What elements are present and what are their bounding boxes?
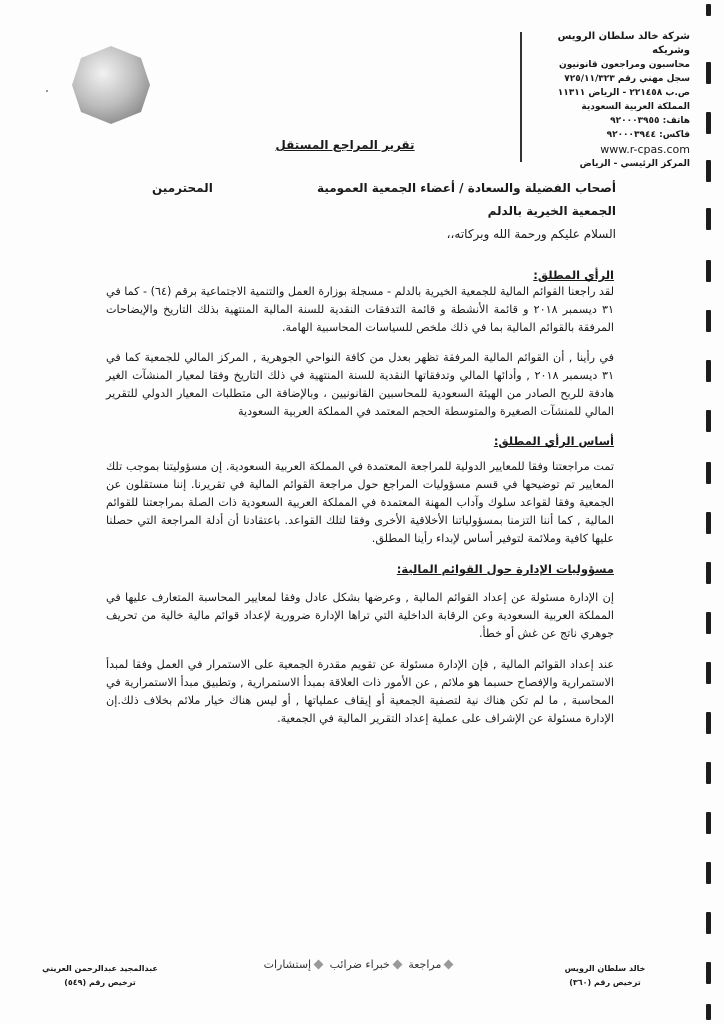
office-location: المركز الرئيسي - الرياض [579, 159, 690, 169]
binding-mark [706, 512, 711, 534]
binding-mark [706, 562, 711, 584]
section-heading-basis: أساس الرأي المطلق: [493, 434, 614, 448]
paragraph-management-2: عند إعداد القوائم المالية , فإن الإدارة مسئولة عن تقويم مقدرة الجمعية على الاستمرار في العمل وفقا لمبدأ الاستمرارية والإفصاح حسبما هو ملائم , عن الأمور ذات العلاقة بمبدأ الاستمرارية , وتطبيق مبدأ الاستمرارية في المحاسبة , ما لم تكن هناك نية لتصفية الجمعية أو إيقاف عملياتها , أو ليس هناك خيار ملائم بخلاف ذلك.إن الإدارة مسئولة عن الإشراف على عملية إعداد التقرير المالية في الجمعية. [106, 658, 614, 725]
services-strip [230, 958, 490, 971]
binding-mark [706, 4, 711, 16]
country: المملكة العربية السعودية [581, 102, 690, 112]
letterhead-divider [520, 32, 522, 162]
binding-mark [706, 310, 711, 332]
paragraph-basis-1: تمت مراجعتنا وفقا للمعايير الدولية للمراجعة المعتمدة في المملكة العربية السعودية. إن مسؤوليتنا بموجب تلك المعايير تم توضيحها في قسم مسؤوليات المراجع حول مراجعة القوائم المالية في تقريرنا. إننا مستقلون عن الجمعية وفقا لقواعد سلوك وآداب المهنة المعتمدة في المملكة العربية السعودية ذات الصلة بمراجعتنا للقوائم المالية , كما أننا التزمنا بمسؤولياتنا الأخلاقية الأخرى وفقا لتلك القواعد. باعتقادنا أن أدلة المراجعة التي حصلنا عليها كافية وملائمة لتوفير أساس لإبداء رأينا المطلق. [106, 460, 614, 545]
company-logo [70, 44, 152, 126]
binding-mark [706, 208, 711, 230]
paragraph-opinion-1: لقد راجعنا القوائم المالية للجمعية الخيرية بالدلم - مسجلة بوزارة العمل والتنمية الاجتماعية برقم (٦٤) - كما في ٣١ ديسمبر ٢٠١٨ و قائمة الأنشطة و قائمة التدفقات النقدية للسنة المالية المنتهية بذلك التاريخ والإيضاحات المرفقة بالقوائم المالية بما في ذلك ملخص للسياسات المحاسبية الهامة. [106, 285, 614, 334]
binding-mark [706, 812, 711, 834]
binding-mark [706, 862, 711, 884]
binding-mark [706, 612, 711, 634]
section-heading-opinion: الرأي المطلق: [533, 268, 614, 282]
license-number: سجل مهني رقم ٧٢٥/١١/٣٢٣ [564, 74, 690, 84]
partner-name-right: خالد سلطان الرويس [564, 964, 646, 973]
association-name: الجمعية الخيرية بالدلم [487, 204, 616, 218]
partner-license-left: ترخيص رقم (٥٤٩) [64, 978, 136, 987]
service-item: مراجعة [408, 958, 442, 971]
binding-mark [706, 662, 711, 684]
binding-edge [704, 0, 724, 1024]
recipients-line: أصحاب الفضيلة والسعادة / أعضاء الجمعية العمومية [317, 181, 616, 195]
binding-mark [706, 410, 711, 432]
service-item: خبراء ضرائب [329, 958, 390, 971]
diamond-icon [444, 960, 454, 970]
company-name: شركة خالد سلطان الرويس وشريكه [557, 31, 690, 56]
binding-mark [706, 912, 711, 934]
binding-mark [706, 1004, 711, 1020]
binding-mark [706, 712, 711, 734]
fax: فاكس: ٩٢٠٠٠٣٩٤٤ [606, 130, 690, 140]
paragraph-opinion-2: في رأينا , أن القوائم المالية المرفقة تظهر بعدل من كافة النواحي الجوهرية , المركز المالي للجمعية كما في ٣١ ديسمبر ٢٠١٨ , وأدائها المالي وتدفقاتها النقدية للسنة المنتهية في ذلك التاريخ وفقا لمعيار المنشآت الغير هادفة للربح الصادر من الهيئة السعودية للمحاسبين القانونيين ، وبالإضافة الى متطلبات المعيار الدولي للتقرير المالي للمنشآت الصغيرة والمتوسطة الحجم المعتمد في المملكة العربية السعودية [106, 351, 614, 418]
website-link[interactable]: www.r-cpas.com [600, 143, 690, 156]
respected-label: المحترمين [152, 181, 213, 195]
binding-mark [706, 360, 711, 382]
salutation: السلام عليكم ورحمة الله وبركاته،، [446, 227, 616, 241]
binding-mark [706, 112, 711, 134]
paragraph-management-1: إن الإدارة مسئولة عن إعداد القوائم المالية , وعرضها بشكل عادل وفقا لمعايير المحاسبة المتعارف عليها في المملكة العربية السعودية وعن الرقابة الداخلية التي تراها الإدارة ضرورية لإعداد قوائم مالية خالية من تحريف جوهري ناتج عن غش أو خطأ. [106, 591, 614, 640]
binding-mark [706, 62, 711, 84]
letterhead [540, 30, 690, 171]
binding-mark [706, 462, 711, 484]
partner-license-right: ترخيص رقم (٣٦٠) [569, 978, 641, 987]
po-box: ص.ب ٢٢١٤٥٨ - الرياض ١١٣١١ [557, 88, 690, 98]
diamond-icon [392, 960, 402, 970]
binding-mark [706, 962, 711, 984]
company-subtitle: محاسبون ومراجعون قانونيون [559, 60, 690, 70]
section-heading-management: مسؤوليات الإدارة حول القوائم المالية: [396, 562, 614, 576]
binding-mark [706, 762, 711, 784]
partner-name-left: عبدالمجيد عبدالرحمن العريني [42, 964, 158, 973]
diamond-icon [314, 960, 324, 970]
report-title: تقرير المراجع المستقل [275, 138, 415, 152]
footer-partner-right [550, 962, 660, 990]
footer-partner-left [30, 962, 170, 990]
scan-speck [46, 90, 48, 92]
binding-mark [706, 160, 711, 182]
binding-mark [706, 260, 711, 282]
service-item: إستشارات [263, 958, 312, 971]
phone: هاتف: ٩٢٠٠٠٣٩٥٥ [610, 116, 690, 126]
